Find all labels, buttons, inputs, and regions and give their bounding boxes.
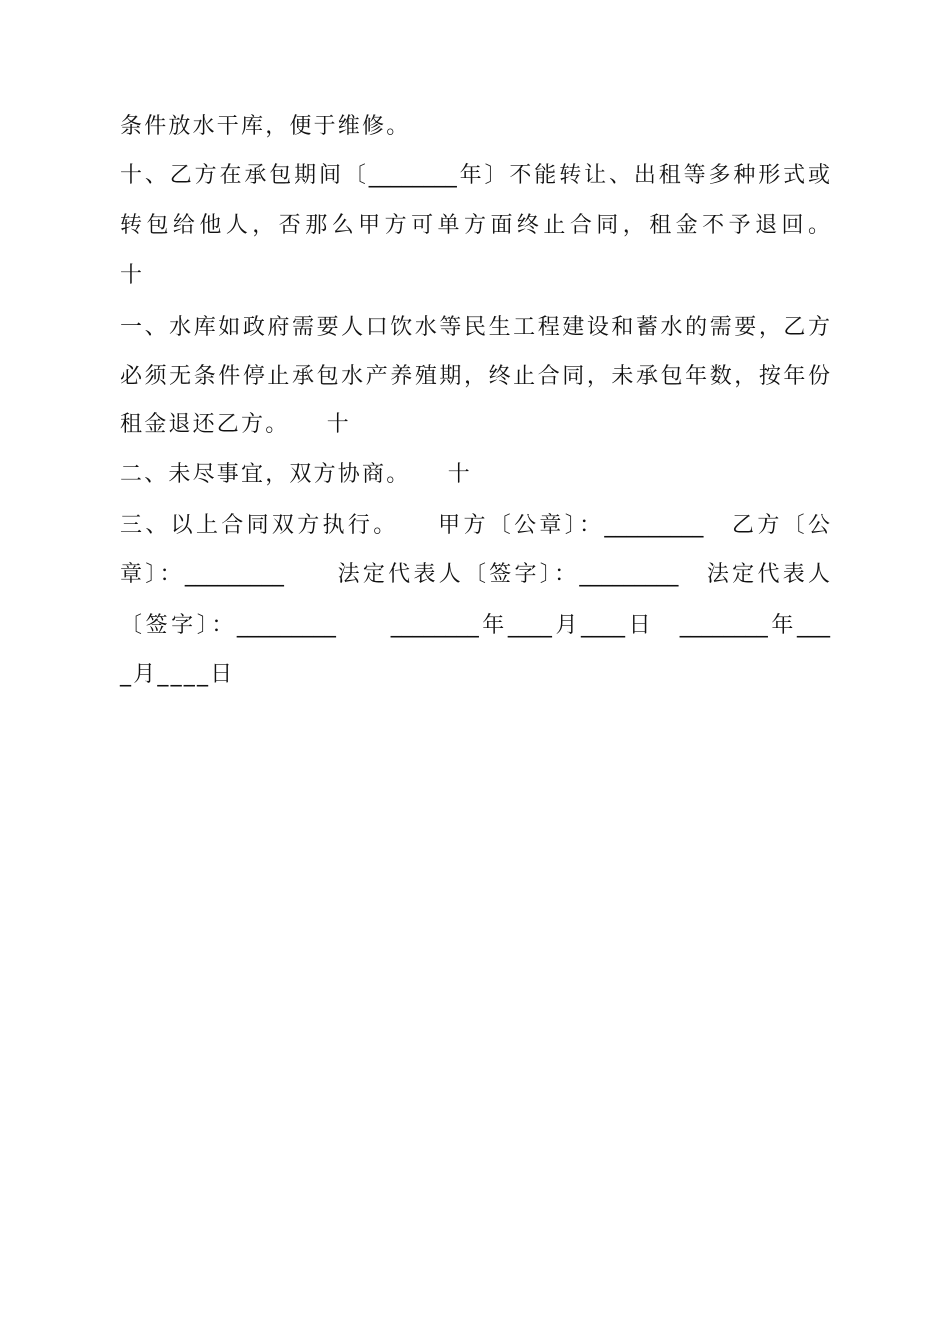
text-line-6: 必须无条件停止承包水产养殖期，终止合同，未承包年数，按年份 xyxy=(120,364,830,389)
text-line-5: 一、水库如政府需要人口饮水等民生工程建设和蓄水的需要，乙方 xyxy=(120,315,830,340)
text-line-3: 转包给他人，否那么甲方可单方面终止合同，租金不予退回。 xyxy=(120,213,830,238)
text-line-2: 十、乙方在承包期间〔________年〕不能转让、出租等多种形式或 xyxy=(120,163,830,188)
text-line-10: 章〕：_________ 法定代表人〔签字〕：_________ 法定代表人 xyxy=(120,562,830,587)
text-line-11: 〔签字〕：_________ ________年____月____日 ________年___ xyxy=(120,613,830,638)
text-line-9: 三、以上合同双方执行。 甲方〔公章〕：_________ 乙方〔公 xyxy=(120,513,830,538)
text-line-4: 十 xyxy=(120,263,145,288)
text-line-1: 条件放水干库，便于维修。 xyxy=(120,114,411,139)
text-line-7: 租金退还乙方。 十 xyxy=(120,412,352,437)
text-line-8: 二、未尽事宜，双方协商。 十 xyxy=(120,462,473,487)
text-line-12: _月____日 xyxy=(120,662,235,687)
